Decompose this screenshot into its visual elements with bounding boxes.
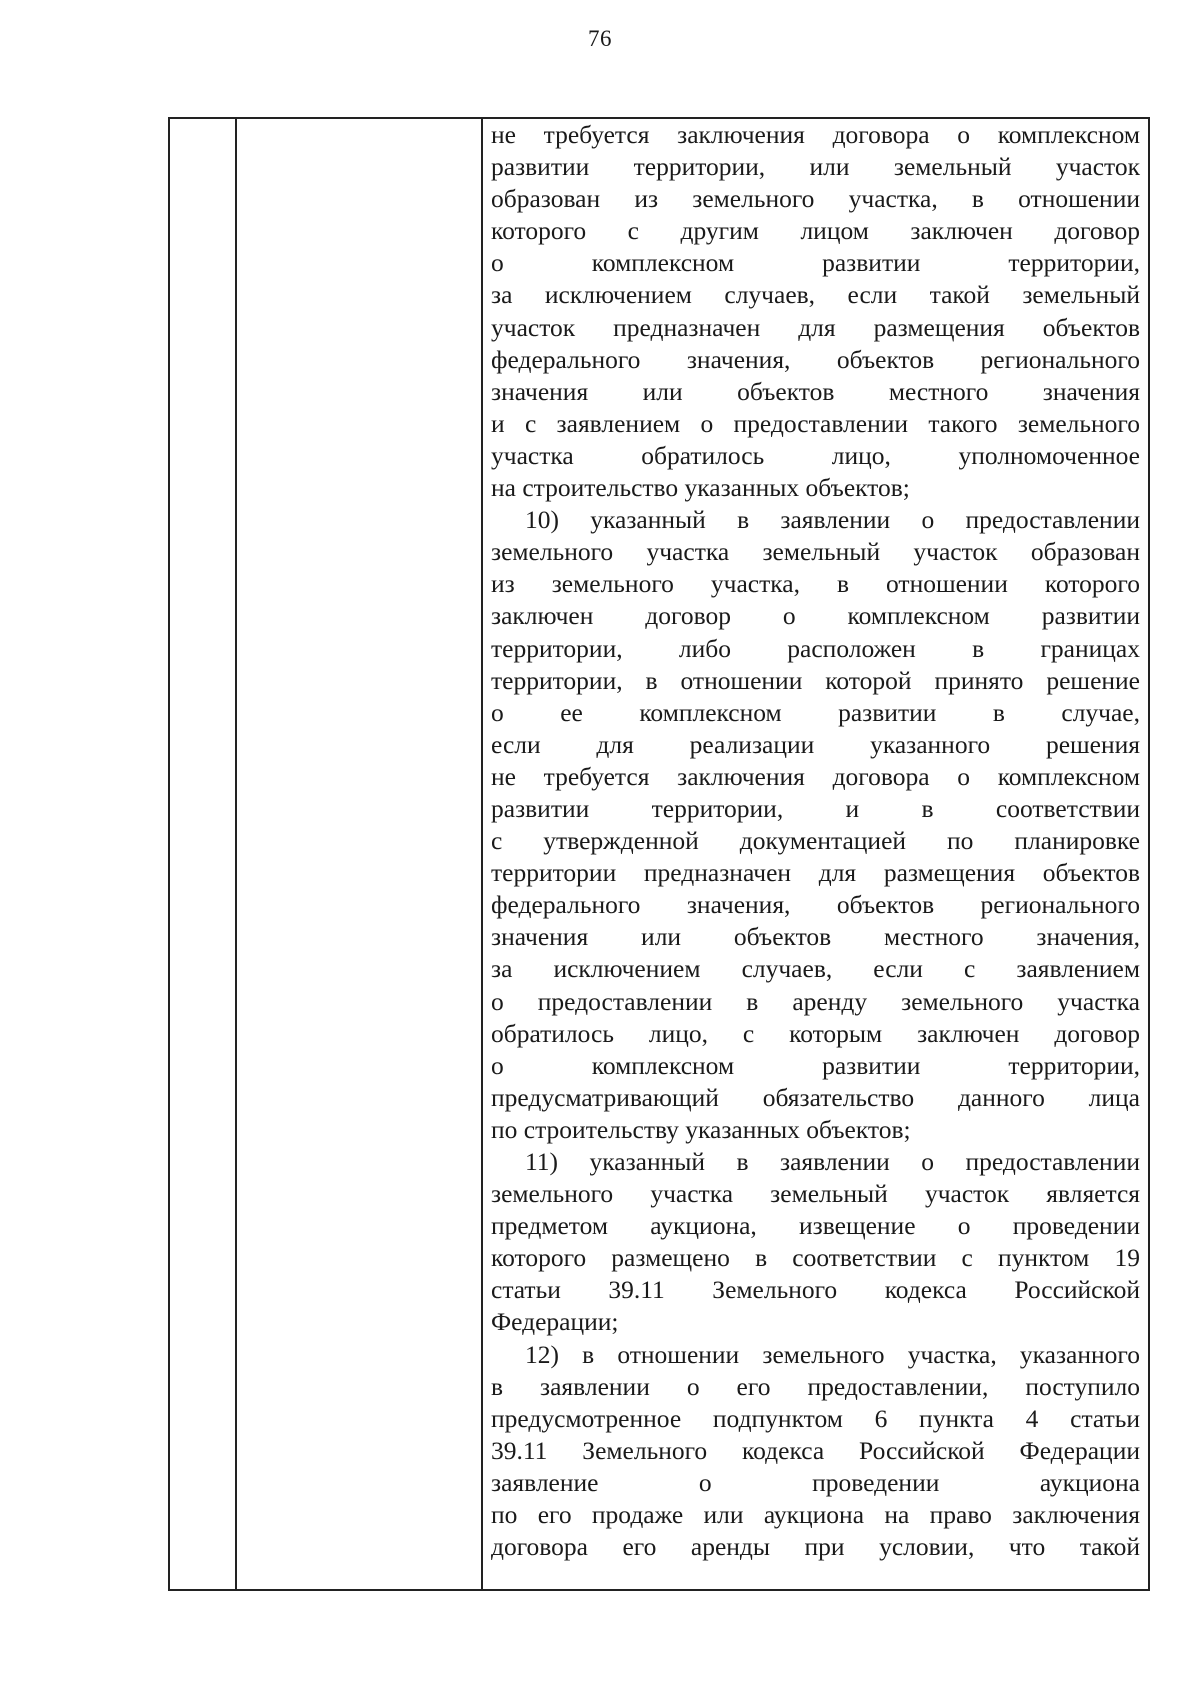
text-line: которого с другим лицом заключен договор [491,216,1140,246]
text-line: договора его аренды при условии, что такой [491,1532,1140,1562]
text-line: предусматривающий обязательство данного лица [491,1082,1140,1112]
text-line: в заявлении о его предоставлении, поступило [491,1371,1140,1401]
text-line: заключен договор о комплексном развитии [491,601,1140,631]
text-line: о комплексном развитии территории, [491,1050,1140,1080]
table-column-text [483,119,1148,1589]
text-line: развитии территории, и в соответствии [491,793,1140,823]
text-line: о ее комплексном развитии в случае, [491,697,1140,727]
text-line: по его продаже или аукциона на право заключения [491,1500,1140,1530]
text-line: 12) в отношении земельного участка, указанного [525,1339,1140,1369]
text-line: за исключением случаев, если с заявлением [491,954,1140,984]
table-column-number [170,119,237,1589]
text-line: значения или объектов местного значения [491,376,1140,406]
text-line: Федерации; [491,1307,619,1337]
text-line: не требуется заключения договора о комплексном [491,120,1140,149]
text-line: с утвержденной документацией по планировке [491,826,1140,856]
text-line: которого размещено в соответствии с пунктом 19 [491,1243,1140,1273]
text-line: образован из земельного участка, в отношении [491,184,1140,214]
document-table [168,117,1150,1591]
text-line: не требуется заключения договора о комплексном [491,761,1140,791]
text-line: обратилось лицо, с которым заключен договор [491,1018,1140,1048]
text-line: территории предназначен для размещения объектов [491,858,1140,888]
text-line: участок предназначен для размещения объектов [491,312,1140,342]
text-line: статьи 39.11 Земельного кодекса Российской [491,1275,1140,1305]
text-line: территории, в отношении которой принято решение [491,665,1140,695]
text-line: предусмотренное подпунктом 6 пункта 4 статьи [491,1403,1140,1433]
text-line: 11) указанный в заявлении о предоставлении [525,1147,1140,1176]
text-line: территории, либо расположен в границах [491,633,1140,663]
text-line: 10) указанный в заявлении о предоставлении [525,505,1140,535]
text-line: федерального значения, объектов регионального [491,344,1140,374]
text-line: и с заявлением о предоставлении такого земельного [491,408,1140,438]
text-line: о предоставлении в аренду земельного участка [491,986,1140,1016]
text-line: развитии территории, или земельный участок [491,152,1140,182]
text-line: за исключением случаев, если такой земельный [491,280,1140,310]
text-line: земельного участка земельный участок является [491,1179,1140,1209]
text-line: из земельного участка, в отношении которого [491,569,1140,599]
text-line: земельного участка земельный участок образован [491,537,1140,567]
text-line: заявление о проведении аукциона [491,1467,1140,1497]
table-column-name [237,119,483,1589]
text-line: по строительству указанных объектов; [491,1114,911,1144]
text-line: о комплексном развитии территории, [491,248,1140,278]
text-line: на строительство указанных объектов; [491,473,910,503]
text-line: если для реализации указанного решения [491,729,1140,759]
text-line: федерального значения, объектов регионального [491,890,1140,920]
text-line: значения или объектов местного значения, [491,922,1140,952]
text-line: 39.11 Земельного кодекса Российской Федерации [491,1435,1140,1465]
text-line: участка обратилось лицо, уполномоченное [491,440,1140,470]
text-line: предметом аукциона, извещение о проведении [491,1211,1140,1241]
page-number: 76 [588,26,612,51]
